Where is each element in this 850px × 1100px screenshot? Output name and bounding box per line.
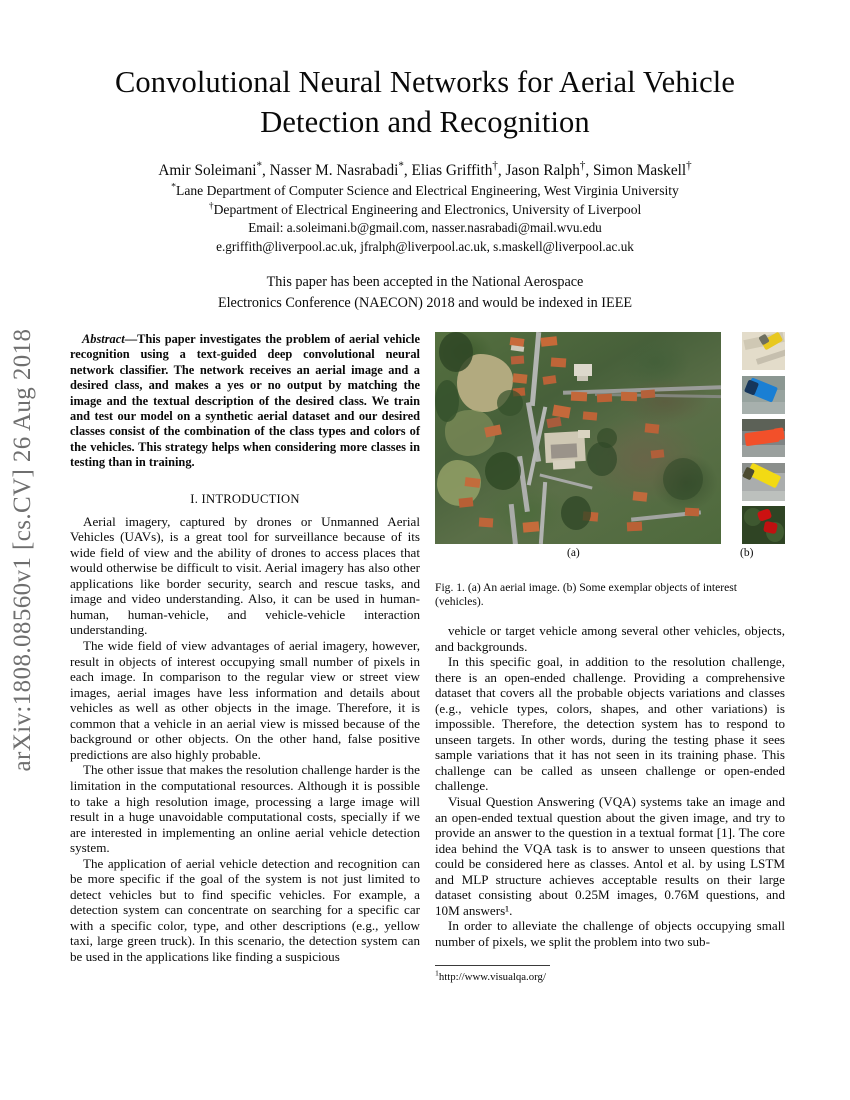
aerial-image — [435, 332, 721, 544]
thumbnail-blue-truck-on-road — [742, 376, 785, 414]
paragraph: The other issue that makes the resolution challenge harder is the limitation in the computational resources. Although it is possible to take a high resolution image, processing a large image will result in a huge unavoidable computational costs, specially if we are interested in implementing an online aerial vehicle detection system. — [70, 762, 420, 856]
email-line-1: Email: a.soleimani.b@gmail.com, nasser.nasrabadi@mail.wvu.edu — [248, 220, 602, 235]
abstract-block — [70, 332, 420, 471]
paragraph: In this specific goal, in addition to the resolution challenge, there is an open-ended challenge. Providing a comprehensive dataset that covers all the probable objects variations and classes (e.g., vehicle types, colors, shapes, and other variations) is impossible. Therefore, the detection system has to respond to unseen targets. In other words, during the testing phase it sees sample variations that it has not seen in its training phase. This challenge can be called as unseen challenge or open-ended challenge. — [435, 654, 785, 794]
footnote — [435, 968, 785, 984]
affiliation-2: †Department of Electrical Engineering and Electronics, University of Liverpool — [208, 200, 642, 217]
affiliation-1: *Lane Department of Computer Science and Electrical Engineering, West Virginia University — [171, 181, 679, 198]
figure-label-b: (b) — [740, 547, 754, 559]
footnote-separator — [435, 965, 550, 966]
page-title: Convolutional Neural Networks for Aerial Vehicle Detection and Recognition — [114, 65, 735, 139]
figure-1-caption: Fig. 1. (a) An aerial image. (b) Some exemplar objects of interest (vehicles). — [435, 581, 737, 608]
paragraph: The wide field of view advantages of aerial imagery, however, result in objects of interest occupying small number of pixels in each image. In comparison to the regular view or street view images, aerial images have less information and details about vehicles as well as other objects in the image. Therefore, it is common that a vehicle in an aerial view is missed because of the background or other objects. On the other hand, false positive predictions are also highly probable. — [70, 638, 420, 762]
right-column — [435, 332, 785, 984]
abstract-text: This paper investigates the problem of aerial vehicle recognition using a text-guided deep convolutional neural network classifier. The network receives an aerial image and a desired class, and makes a yes or no output by matching the image and the textual description of the desired class. We train and test our model on a synthetic aerial dataset and our desired classes consist of the combination of the class types and colors of the vehicles. This strategy helps when considering more classes in testing than in training. — [70, 332, 420, 470]
acceptance-note-line-1: This paper has been accepted in the National Aerospace — [266, 274, 584, 290]
thumbnail-yellow-truck-on-pavement — [742, 332, 785, 370]
arxiv-stamp-text: arXiv:1808.08560v1 [cs.CV] 26 Aug 2018 — [9, 328, 36, 772]
thumbnail-yellow-truck-on-gray-road — [742, 463, 785, 501]
abstract-dash: — — [124, 332, 138, 346]
paragraph: The application of aerial vehicle detection and recognition can be more specific if the goal of the system is not just limited to detect vehicles but to find specific vehicles. For example, a detection system can concentrate on searching for a specific car with a specific color, type, and other descriptions (e.g., yellow taxi, large green truck). In this scenario, the detection system can be used in the applications like finding a suspicious — [70, 855, 420, 964]
thumbnail-orange-red-truck-on-road — [742, 419, 785, 457]
figure-1-subfigure-labels — [435, 547, 785, 567]
footnote-marker: 1 — [435, 968, 439, 978]
acceptance-note — [72, 272, 778, 313]
footnote-text: http://www.visualqa.org/ — [438, 971, 546, 984]
paragraph: Visual Question Answering (VQA) systems take an image and an open-ended textual question about the given image, and try to provide an answer to the question in a textual format [1]. The core idea behind the VQA task is to answer to unseen questions that could be considered here as classes. Antol et al. by using LSTM and MLP structure achieves acceptable results on their large dataset consisting about 0.25M images, 0.76M questions, and 10M answers¹. — [435, 794, 785, 918]
figure-1-row — [435, 332, 785, 544]
author-block — [72, 160, 778, 256]
thumbnail-red-cars-in-foliage — [742, 506, 785, 544]
acceptance-note-line-2: Electronics Conference (NAECON) 2018 and would be indexed in IEEE — [217, 294, 633, 311]
section-heading-introduction: I. INTRODUCTION — [190, 491, 300, 506]
paragraph: In order to alleviate the challenge of objects occupying small number of pixels, we split the problem into two sub- — [435, 918, 785, 949]
email-line-2: e.griffith@liverpool.ac.uk, jfralph@liverpool.ac.uk, s.maskell@liverpool.ac.uk — [216, 238, 634, 254]
figure-1 — [435, 332, 785, 609]
figure-label-a: (a) — [567, 547, 580, 559]
paragraph: vehicle or target vehicle among several other vehicles, objects, and backgrounds. — [435, 623, 785, 654]
authors-line: Amir Soleimani*, Nasser M. Nasrabadi*, Elias Griffith†, Jason Ralph†, Simon Maskell† — [158, 159, 692, 179]
exemplar-thumbnails — [742, 332, 785, 544]
abstract-label: Abstract — [82, 332, 125, 346]
left-column — [70, 332, 420, 965]
paragraph: Aerial imagery, captured by drones or Unmanned Aerial Vehicles (UAVs), is a great tool for surveillance because of its wide field of view and the ability of drones to access places that would otherwise be difficult to visit. Aerial imagery has also other applications like border security, search and rescue tasks, and image and video understanding. Also, it can be used in human-human, human-vehicle, and vehicle-vehicle interaction understanding. — [70, 513, 420, 638]
